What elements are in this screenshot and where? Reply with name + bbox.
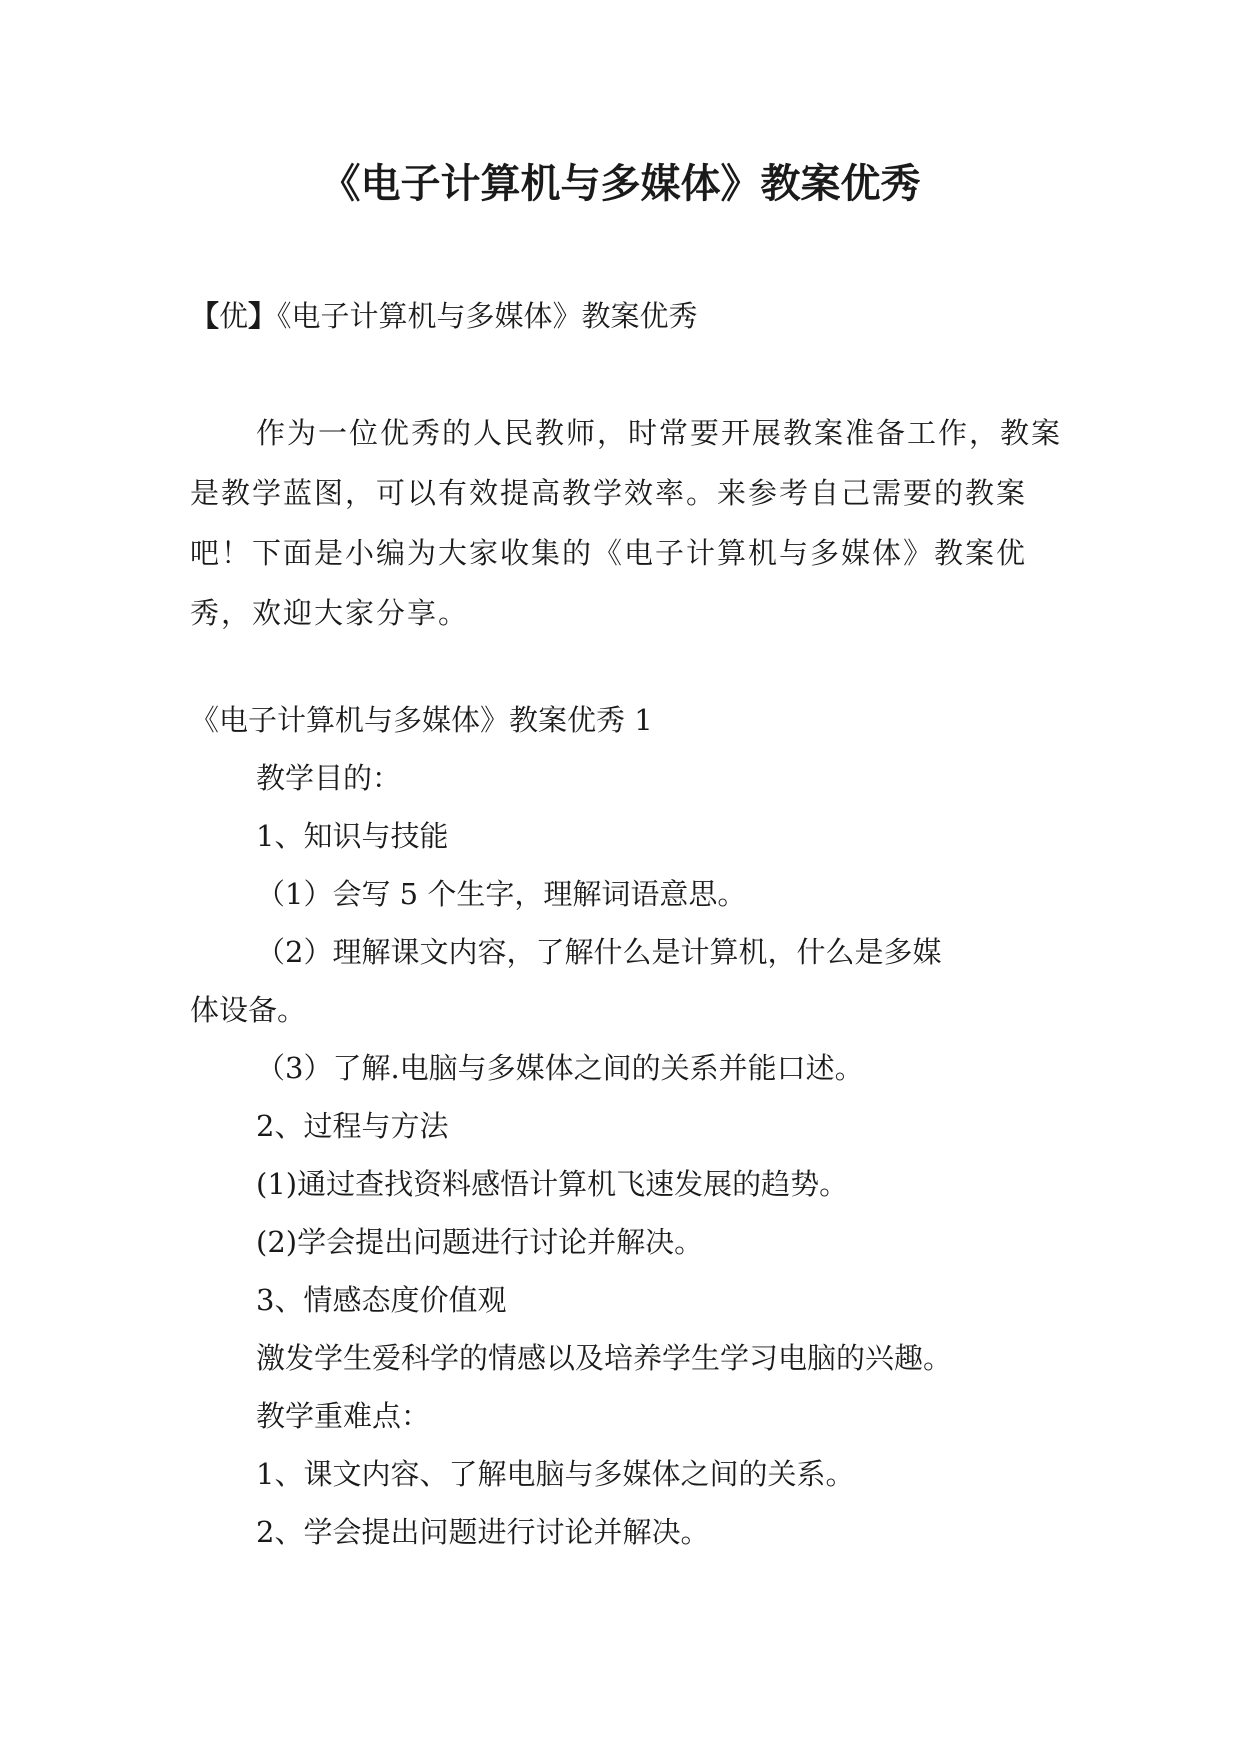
subtitle-text: 《电子计算机与多媒体》教案优秀	[277, 299, 698, 333]
body-line: （3）了解.电脑与多媒体之间的关系并能口述。	[256, 1051, 864, 1085]
subtitle-tag: 优	[219, 299, 249, 333]
body-line: （2）理解课文内容，了解什么是计算机，什么是多媒	[256, 935, 942, 969]
document-subtitle	[190, 296, 698, 336]
section-heading: 《电子计算机与多媒体》教案优秀 1	[190, 703, 653, 737]
body-line: (1)通过查找资料感悟计算机飞速发展的趋势。	[256, 1167, 849, 1201]
body-line: 1、课文内容、了解电脑与多媒体之间的关系。	[256, 1457, 855, 1491]
subtitle-tag-open: 【	[190, 299, 220, 333]
body-line: 3、情感态度价值观	[256, 1283, 507, 1317]
document-title: 《电子计算机与多媒体》教案优秀	[320, 161, 921, 207]
body-line: 教学目的：	[256, 761, 402, 795]
body-line: 2、学会提出问题进行讨论并解决。	[256, 1515, 710, 1549]
body-line: 激发学生爱科学的情感以及培养学生学习电脑的兴趣。	[256, 1341, 953, 1375]
body-line: 教学重难点：	[256, 1399, 431, 1433]
body-line: 2、过程与方法	[256, 1109, 449, 1143]
subtitle-tag-close: 】	[248, 299, 278, 333]
body-line: 体设备。	[190, 993, 307, 1027]
body-line: (2)学会提出问题进行讨论并解决。	[256, 1225, 704, 1259]
body-line: 1、知识与技能	[256, 819, 449, 853]
intro-paragraph: 作为一位优秀的人民教师，时常要开展教案准备工作，教案是教学蓝图，可以有效提高教学效率。来参考自己需要的教案吧！下面是小编为大家收集的《电子计算机与多媒体》教案优秀，欢迎大家分享。	[190, 416, 1063, 630]
body-line: （1）会写 5 个生字，理解词语意思。	[256, 877, 747, 911]
